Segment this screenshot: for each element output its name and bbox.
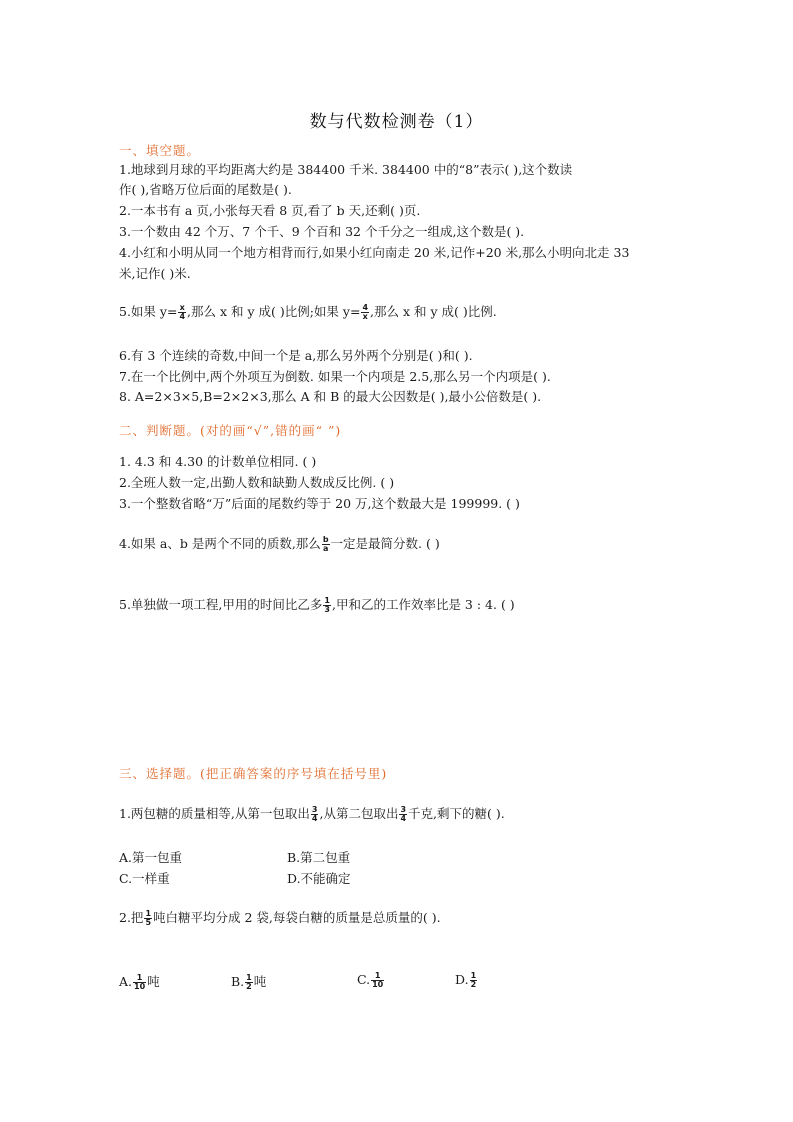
question-6: 6.有 3 个连续的奇数,中间一个是 a,那么另外两个分别是( )和( ). <box>119 348 473 363</box>
tf-question-5: 5.单独做一项工程,甲用的时间比乙多 $\frac{1}{3}$ ,甲和乙的工作效率比是 3 : 4. ( ) <box>119 596 515 614</box>
question-4-line-1: 4.小红和小明从同一个地方相背而行,如果小红向南走 20 米,记作+20 米,那么小明向北走 33 <box>119 245 630 260</box>
mc2-option-c: C. $\frac{1}{10}$ <box>357 971 384 989</box>
fraction: $\frac{1}{10}$ <box>134 973 146 991</box>
mc-question-1: 1.两包糖的质量相等,从第一包取出 $\frac{3}{4}$ ,从第二包取出 $\frac{3}{4}$ 千克,剩下的糖( ). <box>119 805 505 823</box>
tf-question-3: 3.一个整数省略“万”后面的尾数约等于 20 万,这个数最大是 199999. ( ) <box>119 496 520 511</box>
question-1-line-2: 作( ),省略万位后面的尾数是( ). <box>119 182 292 197</box>
tf-question-2: 2.全班人数一定,出勤人数和缺勤人数成反比例. ( ) <box>119 475 395 490</box>
section-multiple-choice: 三、选择题。(把正确答案的序号填在括号里) <box>119 766 388 781</box>
q5-text-b: ,那么 x 和 y 成( )比例;如果 y= <box>187 304 361 319</box>
fraction: $\frac{1}{3}$ <box>324 596 330 614</box>
mc1-option-a: A.第一包重 <box>119 850 183 865</box>
fraction: $\frac{b}{a}$ <box>322 535 329 553</box>
q5-text-c: ,那么 x 和 y 成( )比例. <box>370 304 497 319</box>
fraction: $\frac{x}{4}$ <box>179 303 186 321</box>
mc2-option-b: B. $\frac{1}{2}$ 吨 <box>231 973 267 991</box>
page-title: 数与代数检测卷（1） <box>309 112 484 132</box>
mc1-option-c: C.一样重 <box>119 871 170 886</box>
section-true-false: 二、判断题。(对的画“√”,错的画“ ”) <box>119 423 342 438</box>
mc1-option-d: D.不能确定 <box>287 871 351 886</box>
tf-question-1: 1. 4.3 和 4.30 的计数单位相同. ( ) <box>119 454 317 469</box>
fraction: $\frac{1}{5}$ <box>145 909 152 927</box>
question-3: 3.一个数由 42 个万、7 个千、9 个百和 32 个千分之一组成,这个数是( ). <box>119 224 525 239</box>
mc2-option-a: A. $\frac{1}{10}$ 吨 <box>119 973 160 991</box>
fraction: $\frac{1}{2}$ <box>470 971 477 989</box>
fraction: $\frac{3}{4}$ <box>311 805 318 823</box>
section-fill-blanks: 一、填空题。 <box>119 143 201 158</box>
fraction: $\frac{4}{x}$ <box>362 303 369 321</box>
question-8: 8. A=2×3×5,B=2×2×3,那么 A 和 B 的最大公因数是( ),最小公倍数是( ). <box>119 389 542 404</box>
fraction: $\frac{1}{2}$ <box>246 973 252 991</box>
q5-text-a: 5.如果 y= <box>119 304 178 319</box>
question-4-line-2: 米,记作( )米. <box>119 266 191 281</box>
mc-question-2: 2.把 $\frac{1}{5}$ 吨白糖平均分成 2 袋,每袋白糖的质量是总质量的( ). <box>119 909 441 927</box>
mc2-option-d: D. $\frac{1}{2}$ <box>455 971 477 989</box>
question-2: 2.一本书有 a 页,小张每天看 8 页,看了 b 天,还剩( )页. <box>119 203 421 218</box>
mc1-option-b: B.第二包重 <box>287 850 351 865</box>
question-1-line-1: 1.地球到月球的平均距离大约是 384400 千米. 384400 中的“8”表示( ),这个数读 <box>119 162 573 177</box>
fraction: $\frac{1}{10}$ <box>372 971 384 989</box>
question-7: 7.在一个比例中,两个外项互为倒数. 如果一个内项是 2.5,那么另一个内项是( ). <box>119 369 551 384</box>
question-5 <box>119 304 497 321</box>
tf-question-4: 4.如果 a、b 是两个不同的质数,那么 $\frac{b}{a}$ 一定是最简分数. ( ) <box>119 535 440 553</box>
fraction: $\frac{3}{4}$ <box>400 805 407 823</box>
